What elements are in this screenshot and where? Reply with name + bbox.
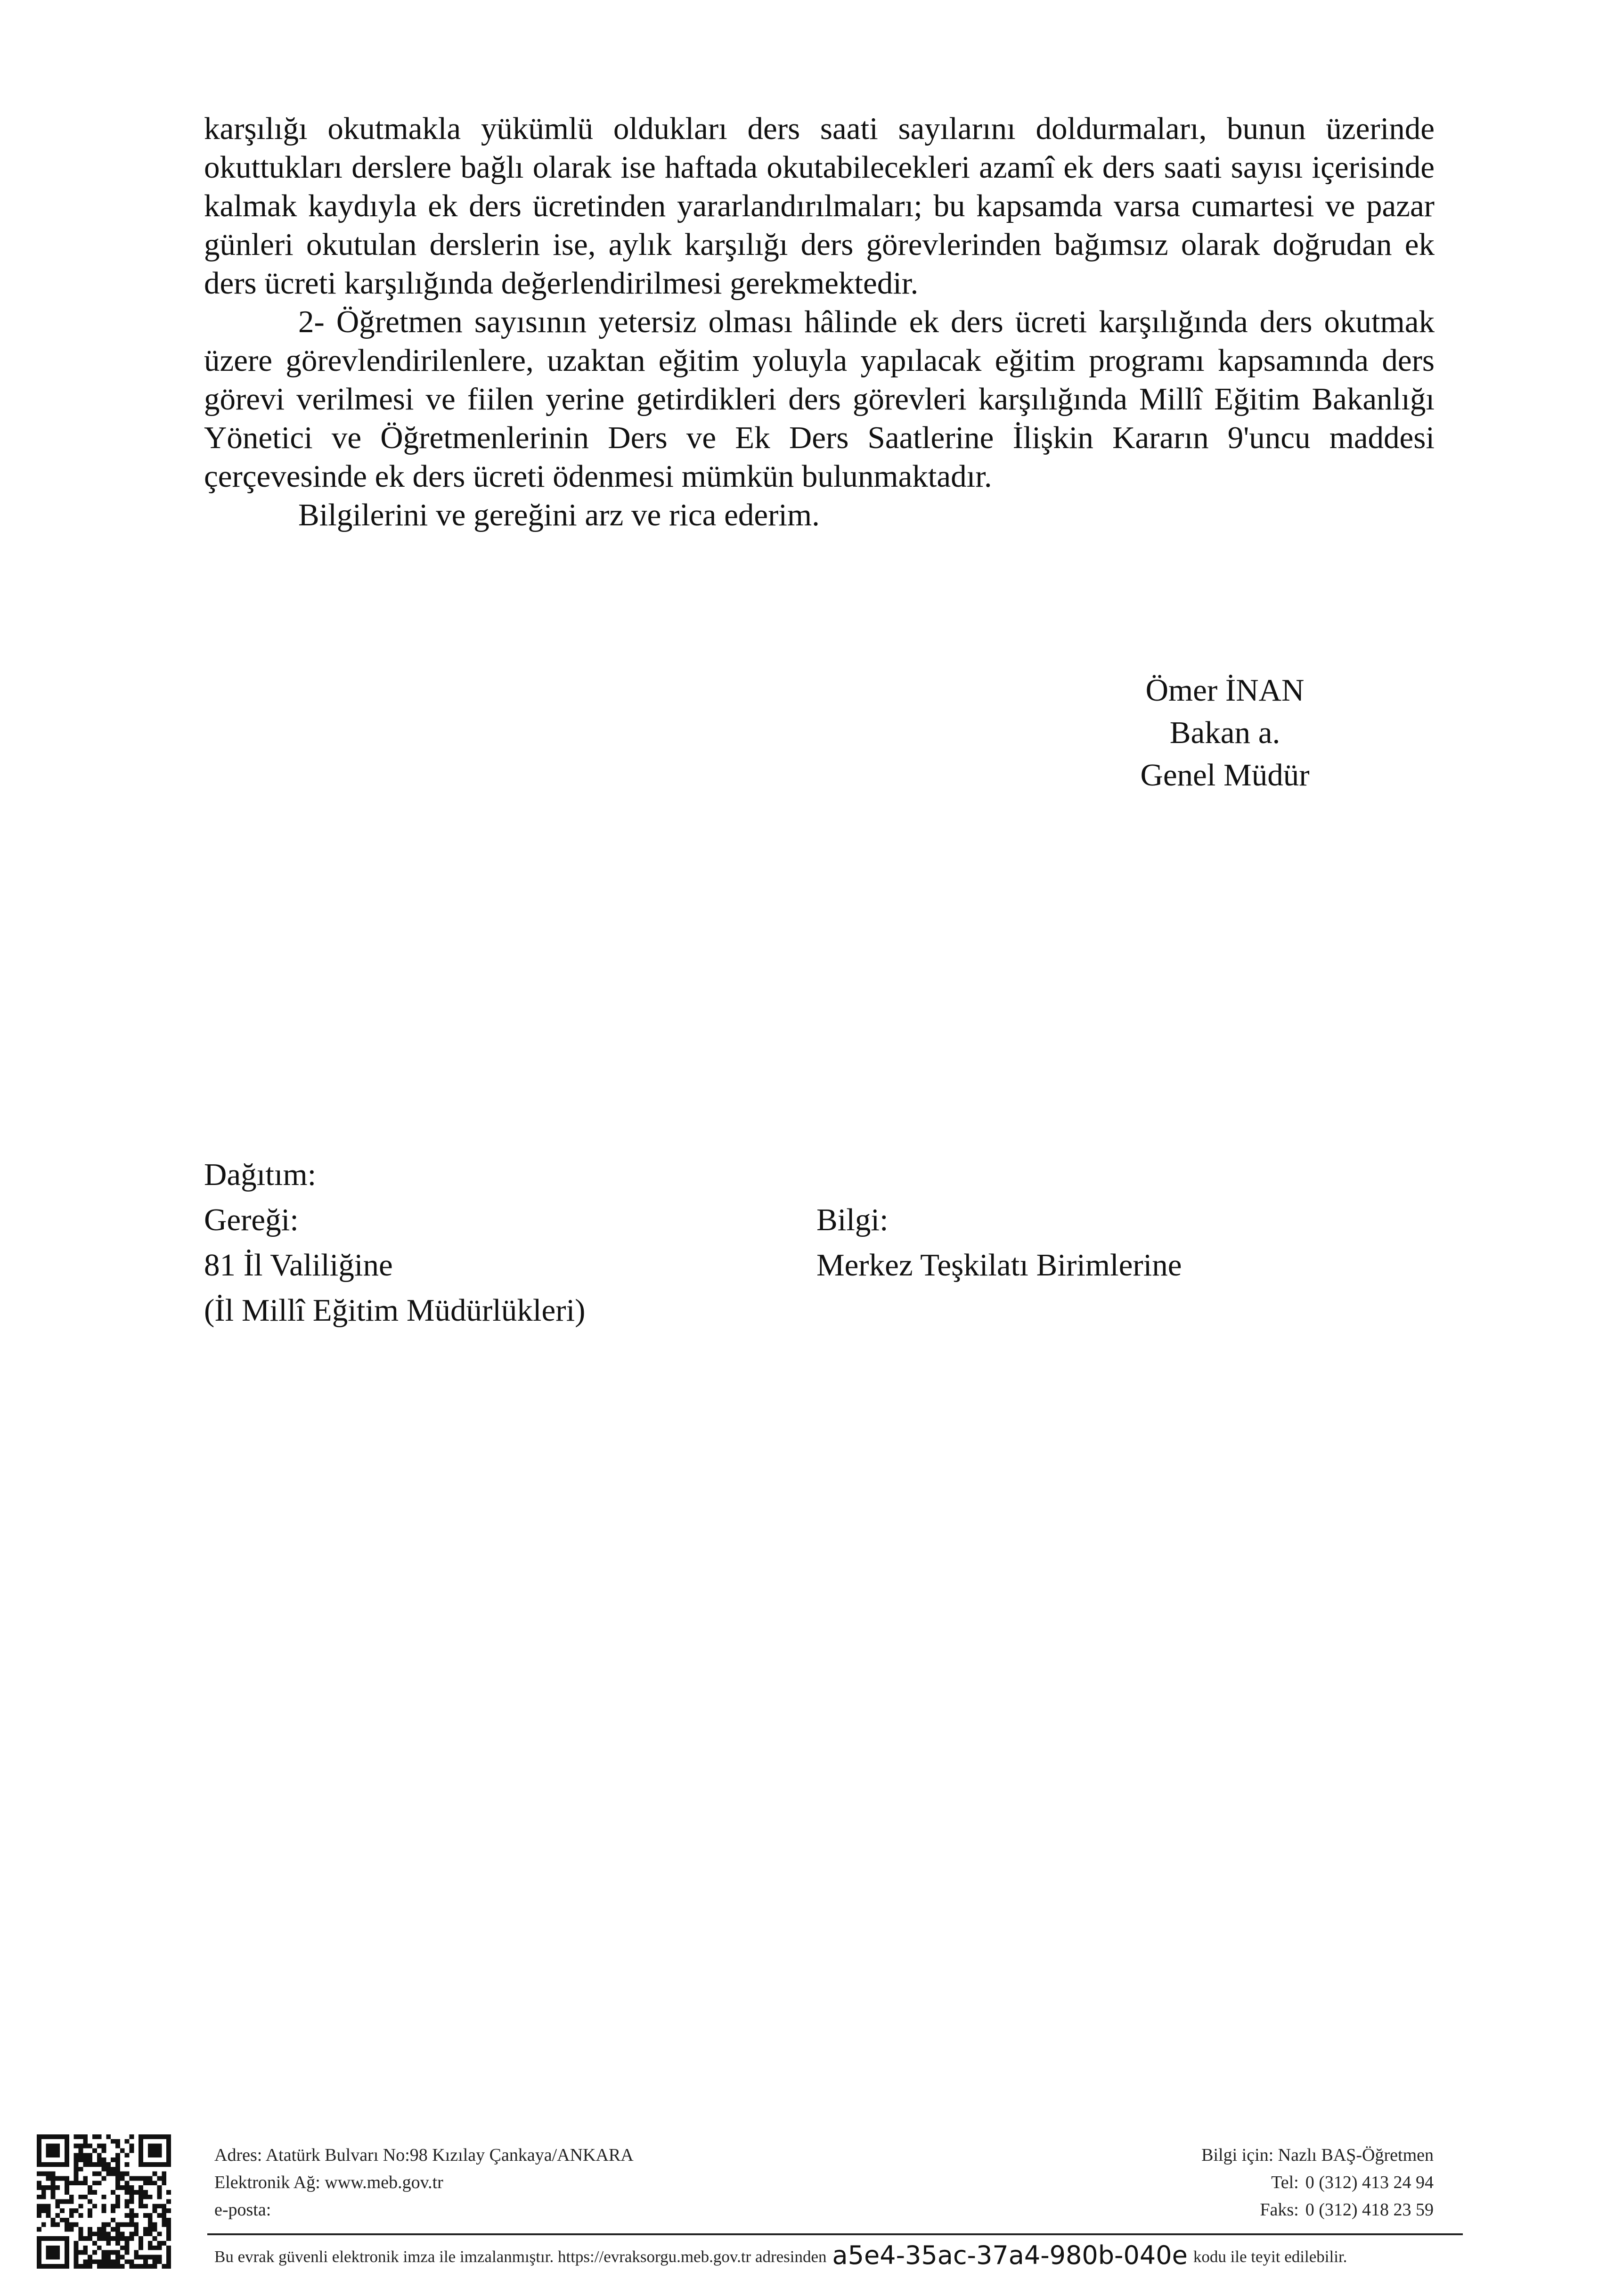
signatory-on-behalf: Bakan a. [1169,715,1280,750]
footer-contact-block [1201,2141,1434,2223]
verification-code[interactable]: a5e4-35ac-37a4-980b-040e [832,2240,1188,2270]
footer-tel-label: Tel: [1271,2173,1299,2192]
verification-prefix: Bu evrak güvenli elektronik imza ile imzalanmıştır. https://evraksorgu.meb.gov.tr adresinden [214,2247,827,2266]
footer-network: Elektronik Ağ: www.meb.gov.tr [214,2173,443,2192]
body-paragraph-2: 2- Öğretmen sayısının yetersiz olması hâlinde ek ders ücreti karşılığında ders okutmak üzere görevlendirilenlere, uzaktan eğitim yoluyla yapılacak eğitim programı kapsamında ders görevi verilmesi ve fiilen yerine getirdikleri ders görevleri karşılığında Millî Eğitim Bakanlığı Yönetici ve Öğretmenlerinin Ders ve Ek Ders Saatlerine İlişkin Kararın 9'uncu maddesi çerçevesinde ek ders ücreti ödenmesi mümkün bulunmaktadır. [204,304,1435,494]
distribution-info-label: Bilgi: [816,1202,889,1237]
closing-line: Bilgilerini ve gereğini arz ve rica ederim. [298,498,820,532]
footer-tel-row [1201,2169,1434,2196]
distribution-action-line-1: 81 İl Valiliğine [204,1248,393,1283]
distribution-action-label: Gereği: [204,1202,299,1237]
footer-divider [207,2233,1463,2235]
letter-body [204,109,1435,534]
signatory-name: Ömer İNAN [1145,673,1305,708]
footer-contact: Bilgi için: Nazlı BAŞ-Öğretmen [1201,2145,1434,2165]
footer-tel: 0 (312) 413 24 94 [1305,2173,1434,2192]
distribution-info-line-1: Merkez Teşkilatı Birimlerine [816,1248,1182,1283]
qr-code-icon [37,2134,171,2269]
signature-block [1102,669,1347,796]
footer-fax: 0 (312) 418 23 59 [1305,2200,1434,2220]
distribution-info [816,1197,1182,1288]
verification-suffix: kodu ile teyit edilebilir. [1193,2247,1347,2266]
distribution-action-line-2: (İl Millî Eğitim Müdürlükleri) [204,1293,586,1328]
distribution-heading: Dağıtım: [204,1157,317,1192]
footer-fax-row [1201,2196,1434,2223]
footer-address-block [214,2141,634,2223]
distribution-action [204,1152,586,1333]
footer-address: Adres: Atatürk Bulvarı No:98 Kızılay Çankaya/ANKARA [214,2145,634,2165]
verification-line [214,2239,1347,2273]
signatory-title: Genel Müdür [1140,758,1310,793]
footer-email: e-posta: [214,2200,271,2220]
body-paragraph-1: karşılığı okutmakla yükümlü oldukları ders saati sayılarını doldurmaları, bunun üzerinde okuttukları derslere bağlı olarak ise haftada okutabilecekleri azamî ek ders saati sayısı içerisinde kalmak kaydıyla ek ders ücretinden yararlandırılmaları; bu kapsamda varsa cumartesi ve pazar günleri okutulan derslerin ise, aylık karşılığı ders görevlerinden bağımsız olarak doğrudan ek ders ücreti karşılığında değerlendirilmesi gerekmektedir. [204,111,1435,301]
footer-fax-label: Faks: [1260,2200,1299,2220]
